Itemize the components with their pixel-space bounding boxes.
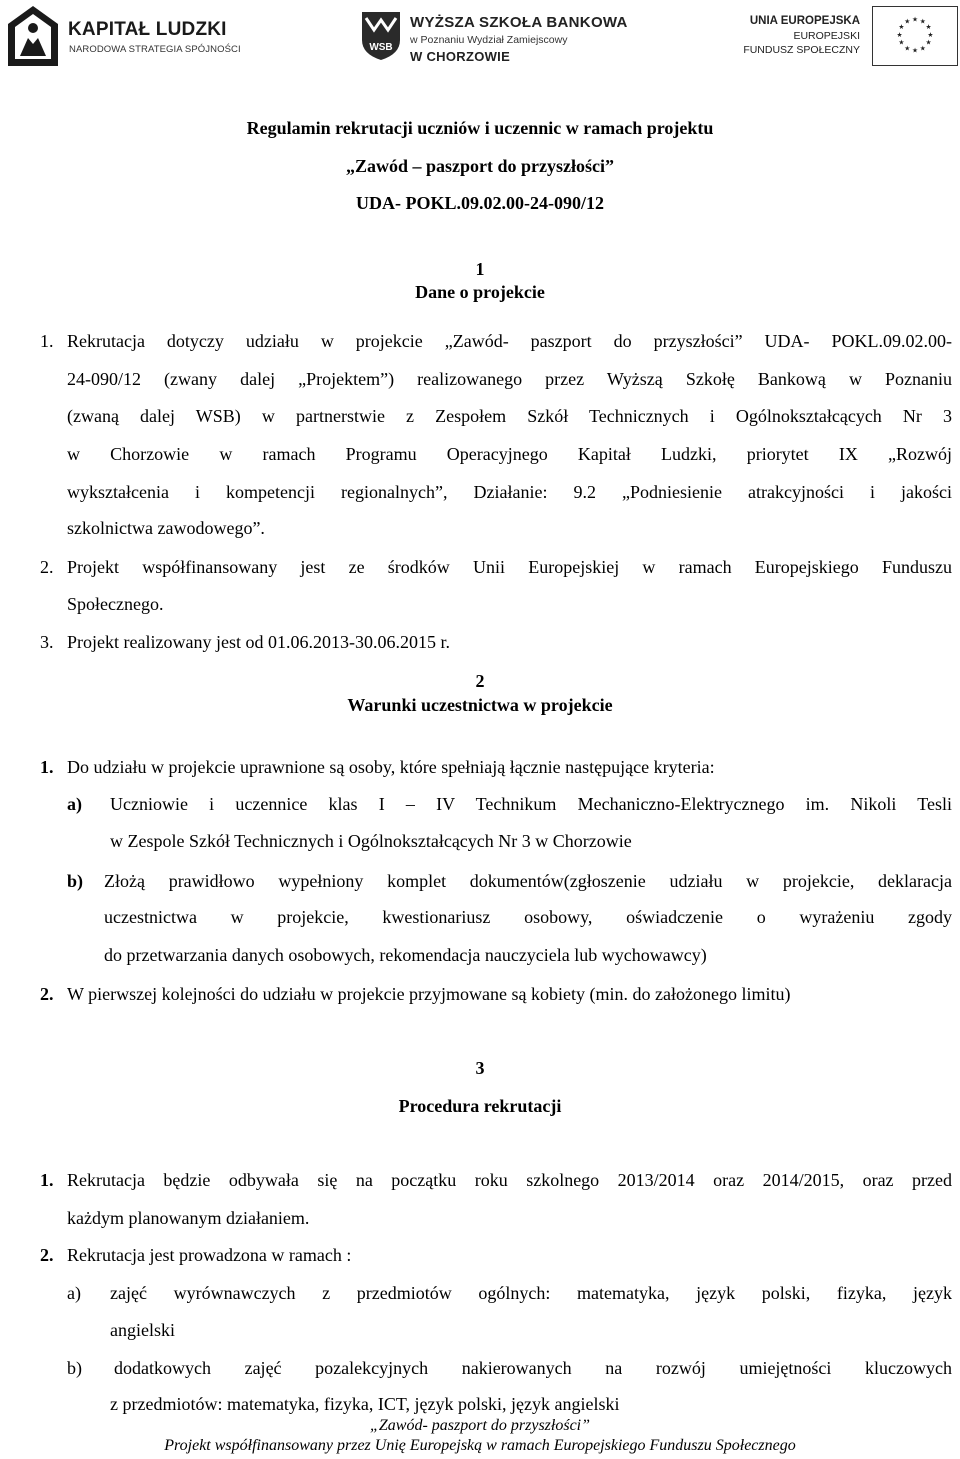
section1-heading: Dane o projekcie (415, 282, 545, 302)
section3-item1-line1: Rekrutacja będzie odbywała się na początku roku szkolnego 2013/2014 oraz 2014/2015, oraz przed (67, 1170, 952, 1190)
document-title-code: UDA- POKL.09.02.00-24-090/12 (356, 193, 604, 213)
section3-a-label: a) (67, 1283, 81, 1303)
section3-item2-number: 2. (40, 1245, 54, 1265)
wsb-shield-icon (360, 10, 402, 62)
eu-logo-line2: EUROPEJSKI (793, 30, 860, 42)
wsb-logo (360, 8, 630, 68)
wsb-name-line1: WYŻSZA SZKOŁA BANKOWA (410, 14, 628, 31)
section2-a-label: a) (67, 794, 82, 814)
eu-logo-text (743, 14, 860, 57)
svg-text:★: ★ (904, 44, 911, 53)
kapital-ludzki-emblem-icon (6, 4, 60, 68)
svg-text:★: ★ (911, 46, 919, 55)
footer-project-name: „Zawód- paszport do przyszłości” (369, 1417, 591, 1434)
kapital-ludzki-subtitle: NARODOWA STRATEGIA SPÓJNOŚCI (69, 44, 241, 55)
section2-b-line2: uczestnictwa w projekcie, kwestionariusz osobowy, oświadczenie o wyrażeniu zgody (104, 907, 952, 927)
section1-item1-number: 1. (40, 331, 54, 351)
section1-item1-line2: 24-090/12 (zwany dalej „Projektem”) realizowanego przez Wyższą Szkołę Bankową w Poznaniu (67, 369, 952, 389)
section2-number: 2 (475, 671, 485, 691)
section3-b-label: b) (67, 1358, 82, 1378)
wsb-name-line2: w Poznaniu Wydział Zamiejscowy (410, 34, 568, 46)
svg-text:★: ★ (904, 17, 911, 26)
svg-text:★: ★ (925, 38, 932, 47)
section1-item2-line1: Projekt współfinansowany jest ze środków Unii Europejskiej w ramach Europejskiego Funduszu (67, 557, 952, 577)
section2-a-line1: Uczniowie i uczennice klas I – IV Technikum Mechaniczno-Elektrycznego im. Nikoli Tesli (110, 794, 952, 814)
section2-b-label: b) (67, 871, 84, 891)
section2-item1: Do udziału w projekcie uprawnione są osoby, które spełniają łącznie następujące kryteria: (67, 757, 715, 777)
eu-logo-line3: FUNDUSZ SPOŁECZNY (743, 44, 860, 56)
svg-text:★: ★ (919, 17, 926, 26)
footer-funding-note: Projekt współfinansowany przez Unię Europejską w ramach Europejskiego Funduszu Społecznego (164, 1437, 796, 1454)
section1-item1-line6: szkolnictwa zawodowego”. (67, 518, 265, 538)
eu-logo-line1: UNIA EUROPEJSKA (749, 15, 860, 27)
svg-text:★: ★ (898, 38, 905, 47)
section1-item3-number: 3. (40, 632, 54, 652)
svg-text:★: ★ (925, 23, 932, 32)
section3-a-line1: zajęć wyrównawczych z przedmiotów ogólnych: matematyka, język polski, fizyka, język (110, 1283, 952, 1303)
section2-item2-number: 2. (40, 984, 54, 1004)
eu-logo (738, 4, 960, 70)
svg-text:★: ★ (927, 30, 934, 39)
section1-item1-line5: wykształcenia i kompetencji regionalnych”, Działanie: 9.2 „Podniesienie atrakcyjności i jakości (67, 482, 952, 502)
svg-text:★: ★ (896, 30, 903, 39)
kapital-ludzki-title: KAPITAŁ LUDZKI (68, 19, 227, 40)
svg-text:★: ★ (919, 44, 926, 53)
section2-item1-number: 1. (40, 757, 54, 777)
section2-b-line3: do przetwarzania danych osobowych, rekomendacja nauczyciela lub wychowawcy) (104, 945, 707, 965)
wsb-name-line3: W CHORZOWIE (410, 49, 511, 64)
section3-item1-line2: każdym planowanym działaniem. (67, 1208, 310, 1228)
section2-heading: Warunki uczestnictwa w projekcie (347, 695, 613, 715)
section1-item3: Projekt realizowany jest od 01.06.2013-30.06.2015 r. (67, 632, 450, 652)
section3-item2: Rekrutacja jest prowadzona w ramach : (67, 1245, 352, 1265)
section3-item1-number: 1. (40, 1170, 54, 1190)
svg-text:★: ★ (911, 15, 919, 24)
section1-item1-line1: Rekrutacja dotyczy udziału w projekcie „Zawód- paszport do przyszłości” UDA- POKL.09.02.00- (67, 331, 952, 351)
wsb-shield-text: WSB (369, 42, 393, 53)
section1-number: 1 (475, 259, 485, 279)
section1-item2-line2: Społecznego. (67, 594, 164, 614)
document-title-line1: Regulamin rekrutacji uczniów i uczennic w ramach projektu (246, 118, 714, 138)
section3-number: 3 (475, 1058, 485, 1078)
section2-a-line2: w Zespole Szkół Technicznych i Ogólnokształcących Nr 3 w Chorzowie (110, 831, 632, 851)
section1-item2-number: 2. (40, 557, 54, 577)
section3-a-line2: angielski (110, 1320, 175, 1340)
section2-b-line1: Złożą prawidłowo wypełniony komplet dokumentów(zgłoszenie udziału w projekcie, deklaracja (104, 871, 952, 891)
section1-item1-line3: (zwaną dalej WSB) w partnerstwie z Zespołem Szkół Technicznych i Ogólnokształcących Nr 3 (67, 406, 952, 426)
kapital-ludzki-logo (6, 4, 246, 68)
document-title-line2: „Zawód – paszport do przyszłości” (345, 156, 614, 176)
eu-flag-icon (872, 6, 958, 66)
section3-b-line1: dodatkowych zajęć pozalekcyjnych nakierowanych na rozwój umiejętności kluczowych (114, 1358, 952, 1378)
section3-heading: Procedura rekrutacji (398, 1096, 562, 1116)
section3-b-line2: z przedmiotów: matematyka, fizyka, ICT, język polski, język angielski (110, 1394, 620, 1414)
section2-item2: W pierwszej kolejności do udziału w projekcie przyjmowane są kobiety (min. do założonego limitu) (67, 984, 791, 1004)
svg-text:★: ★ (898, 23, 905, 32)
page-header (0, 0, 960, 74)
section1-item1-line4: w Chorzowie w ramach Programu Operacyjnego Kapitał Ludzki, priorytet IX „Rozwój (67, 444, 952, 464)
